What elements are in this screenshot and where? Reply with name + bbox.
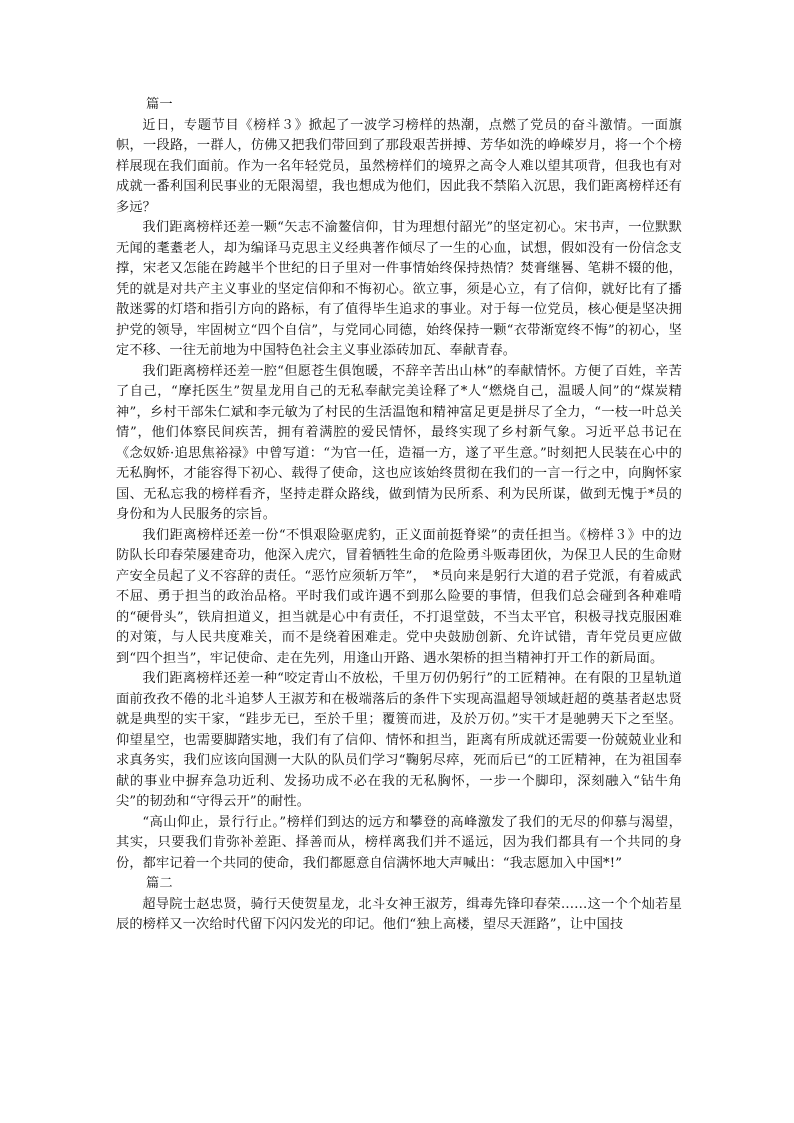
paragraph: 我们距离榜样还差一份“不惧艰险驱虎豹，正义面前挺脊梁”的责任担当。《榜样３》中的边防队长印春荣屡建奇功，他深入虎穴，冒着牺牲生命的危险勇斗贩毒团伙，为保卫人民的生命财产安全员起了义不容辞的责任。“恶竹应须斩万竿”， *员向来是躬行大道的君子党派，有着威武不屈、勇于担当的政治品格。平时我们或许遇不到那么险要的事情，但我们总会碰到各种难啃的“硬骨头”，铁肩担道义，担当就是心中有责任，不打退堂鼓，不当太平官，积极寻找克服困难的对策，与人民共度难关，而不是绕着困难走。党中央鼓励创新、允许试错，青年党员更应做到“四个担当”，牢记使命、走在先列，用逢山开路、遇水架桥的担当精神打开工作的新局面。 [116,527,682,666]
paragraph: 我们距离榜样还差一颗“矢志不渝鳌信仰，甘为理想付韶光”的坚定初心。宋书声，一位默默无闻的耄耋老人，却为编译马克思主义经典著作倾尽了一生的心血，试想，假如没有一份信念支撑，宋老又怎能在跨越半个世纪的日子里对一件事情始终保持热情？焚膏继晷、笔耕不辍的他，凭的就是对共产主义事业的坚定信仰和不悔初心。欲立事，须是心立，有了信仰，就好比有了播散迷雾的灯塔和指引方向的路标，有了值得毕生追求的事业。对于每一位党员，核心便是坚决拥护党的领导，牢固树立“四个自信”，与党同心同德，始终保持一颗“衣带渐宽终不悔”的初心，坚定不移、一往无前地为中国特色社会主义事业添砖加瓦、奉献青春。 [116,220,682,358]
paragraph: 我们距离榜样还差一种“咬定青山不放松，千里万仞仍躬行”的工匠精神。在有限的卫星轨道面前孜孜不倦的北斗追梦人王淑芳和在极端落后的条件下实现高温超导领域赶超的奠基者赵忠贤就是典型的实干家，“跬步无已，至於千里；覆篑而进，及於万仞。”实干才是驰骋天下之至坚。仰望星空，也需要脚踏实地，我们有了信仰、情怀和担当，距离有所成就还需要一份兢兢业业和求真务实，我们应该向国测一大队的队员们学习“鞠躬尽瘁，死而后已“的工匠精神，在为祖国奉献的事业中摒弃急功近利、发扬功成不必在我的无私胸怀，一步一个脚印，深刻融入“钻牛角尖”的韧劲和“守得云开”的耐性。 [116,671,682,809]
paragraph: 我们距离榜样还差一腔“但愿苍生俱饱暖，不辞辛苦出山林”的奉献情怀。方便了百姓，辛苦了自己，“摩托医生”贺星龙用自己的无私奉献完美诠释了*人“燃烧自己，温暖人间”的“煤炭精神”，乡村干部朱仁斌和李元敏为了村民的生活温饱和精神富足更是拼尽了全力，“一枝一叶总关情”，他们体察民间疾苦，拥有着满腔的爱民情怀，最终实现了乡村新气象。习近平总书记在《念奴娇·追思焦裕禄》中曾写道：“为官一任，造福一方，遂了平生意。”时刻把人民装在心中的无私胸怀，才能容得下初心、载得了使命，这也应该始终贯彻在我们的一言一行之中，向胸怀家国、无私忘我的榜样看齐，坚持走群众路线，做到情为民所系、利为民所谋，做到无愧于*员的身份和为人民服务的宗旨。 [116,363,682,522]
paragraph: 近日，专题节目《榜样３》掀起了一波学习榜样的热潮，点燃了党员的奋斗激情。一面旗帜，一段路，一群人，仿佛又把我们带回到了那段艰苦拼搏、芳华如洗的峥嵘岁月，将一个个榜样展现在我们面前。作为一名年轻党员，虽然榜样们的境界之高令人难以望其项背，但我也有对成就一番利国利民事业的无限渴望，我也想成为他们，因此我不禁陷入沉思，我们距离榜样还有多远？ [116,117,682,215]
section-heading-2: 篇二 [146,876,173,891]
section-heading-1: 篇一 [146,97,173,112]
document-page [116,95,682,936]
paragraph: “高山仰止，景行行止。”榜样们到达的远方和攀登的高峰激发了我们的无尽的仰慕与渴望，其实，只要我们肯弥补差距、择善而从，榜样离我们并不遥远，因为我们都具有一个共同的身份，都牢记着一个共同的使命，我们都愿意自信满怀地大声喊出：“我志愿加入中国*!” [116,814,682,871]
paragraph: 超导院士赵忠贤，骑行天使贺星龙，北斗女神王淑芳，缉毒先锋印春荣……这一个个灿若星辰的榜样又一次给时代留下闪闪发光的印记。他们“独上高楼，望尽天涯路”，让中国技 [116,896,682,932]
